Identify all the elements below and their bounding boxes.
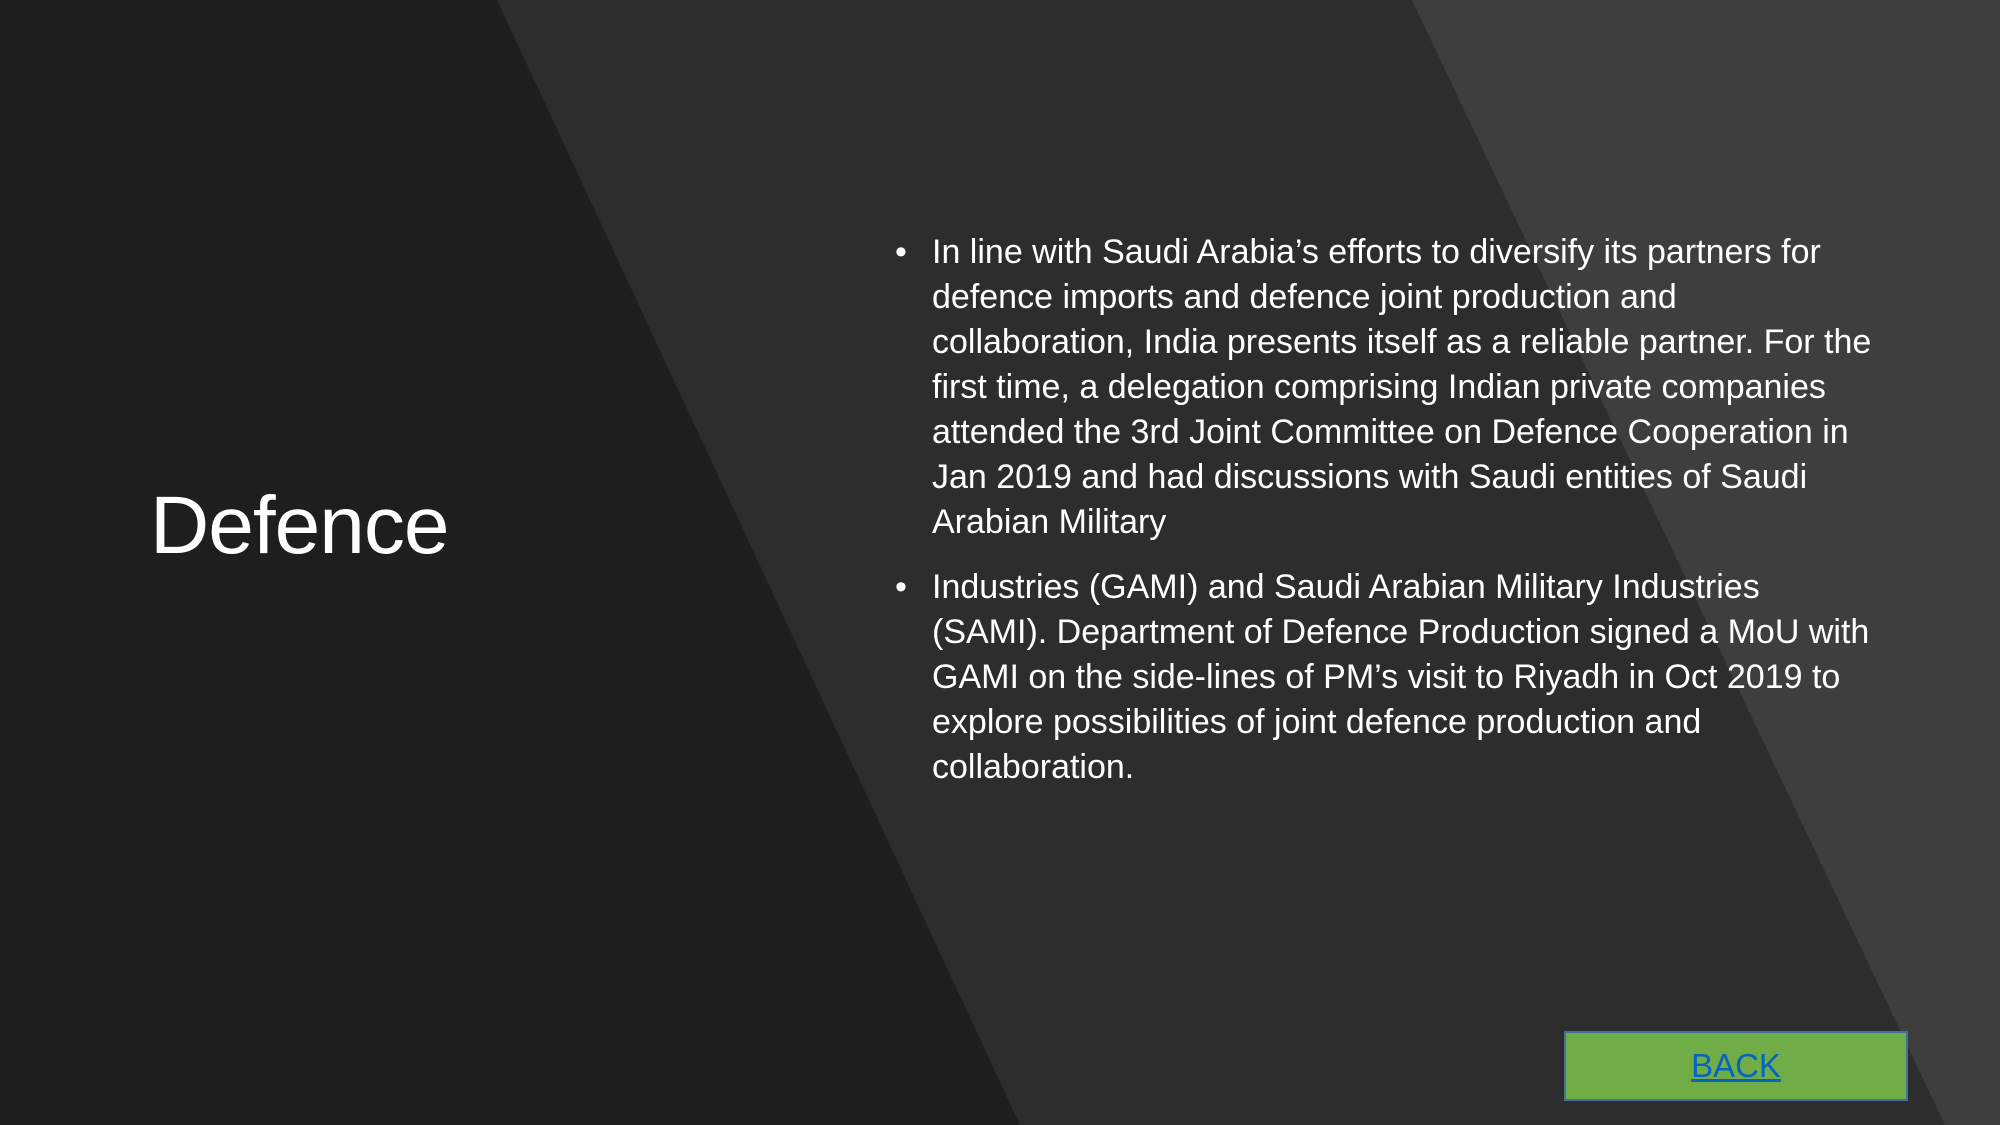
bullet-list	[880, 230, 1880, 810]
bullet-text: In line with Saudi Arabia’s efforts to diversify its partners for defence imports and defence joint production and collaboration, India presents itself as a reliable partner. For the first time, a delegation comprising Indian private companies attended the 3rd Joint Committee on Defence Cooperation in Jan 2019 and had discussions with Saudi entities of Saudi Arabian Military	[932, 233, 1872, 541]
bullet-dot-icon: •	[895, 233, 907, 271]
bullet-item	[880, 230, 1880, 545]
back-link[interactable]: BACK	[1691, 1047, 1781, 1084]
bullet-item	[880, 565, 1880, 790]
back-button[interactable]	[1564, 1031, 1908, 1101]
bullet-text: Industries (GAMI) and Saudi Arabian Military Industries (SAMI). Department of Defence Production signed a MoU with GAMI on the side-lines of PM’s visit to Riyadh in Oct 2019 to explore possibilities of joint defence production and collaboration.	[932, 568, 1870, 786]
slide-title: Defence	[150, 480, 449, 571]
bullet-dot-icon: •	[895, 568, 907, 606]
